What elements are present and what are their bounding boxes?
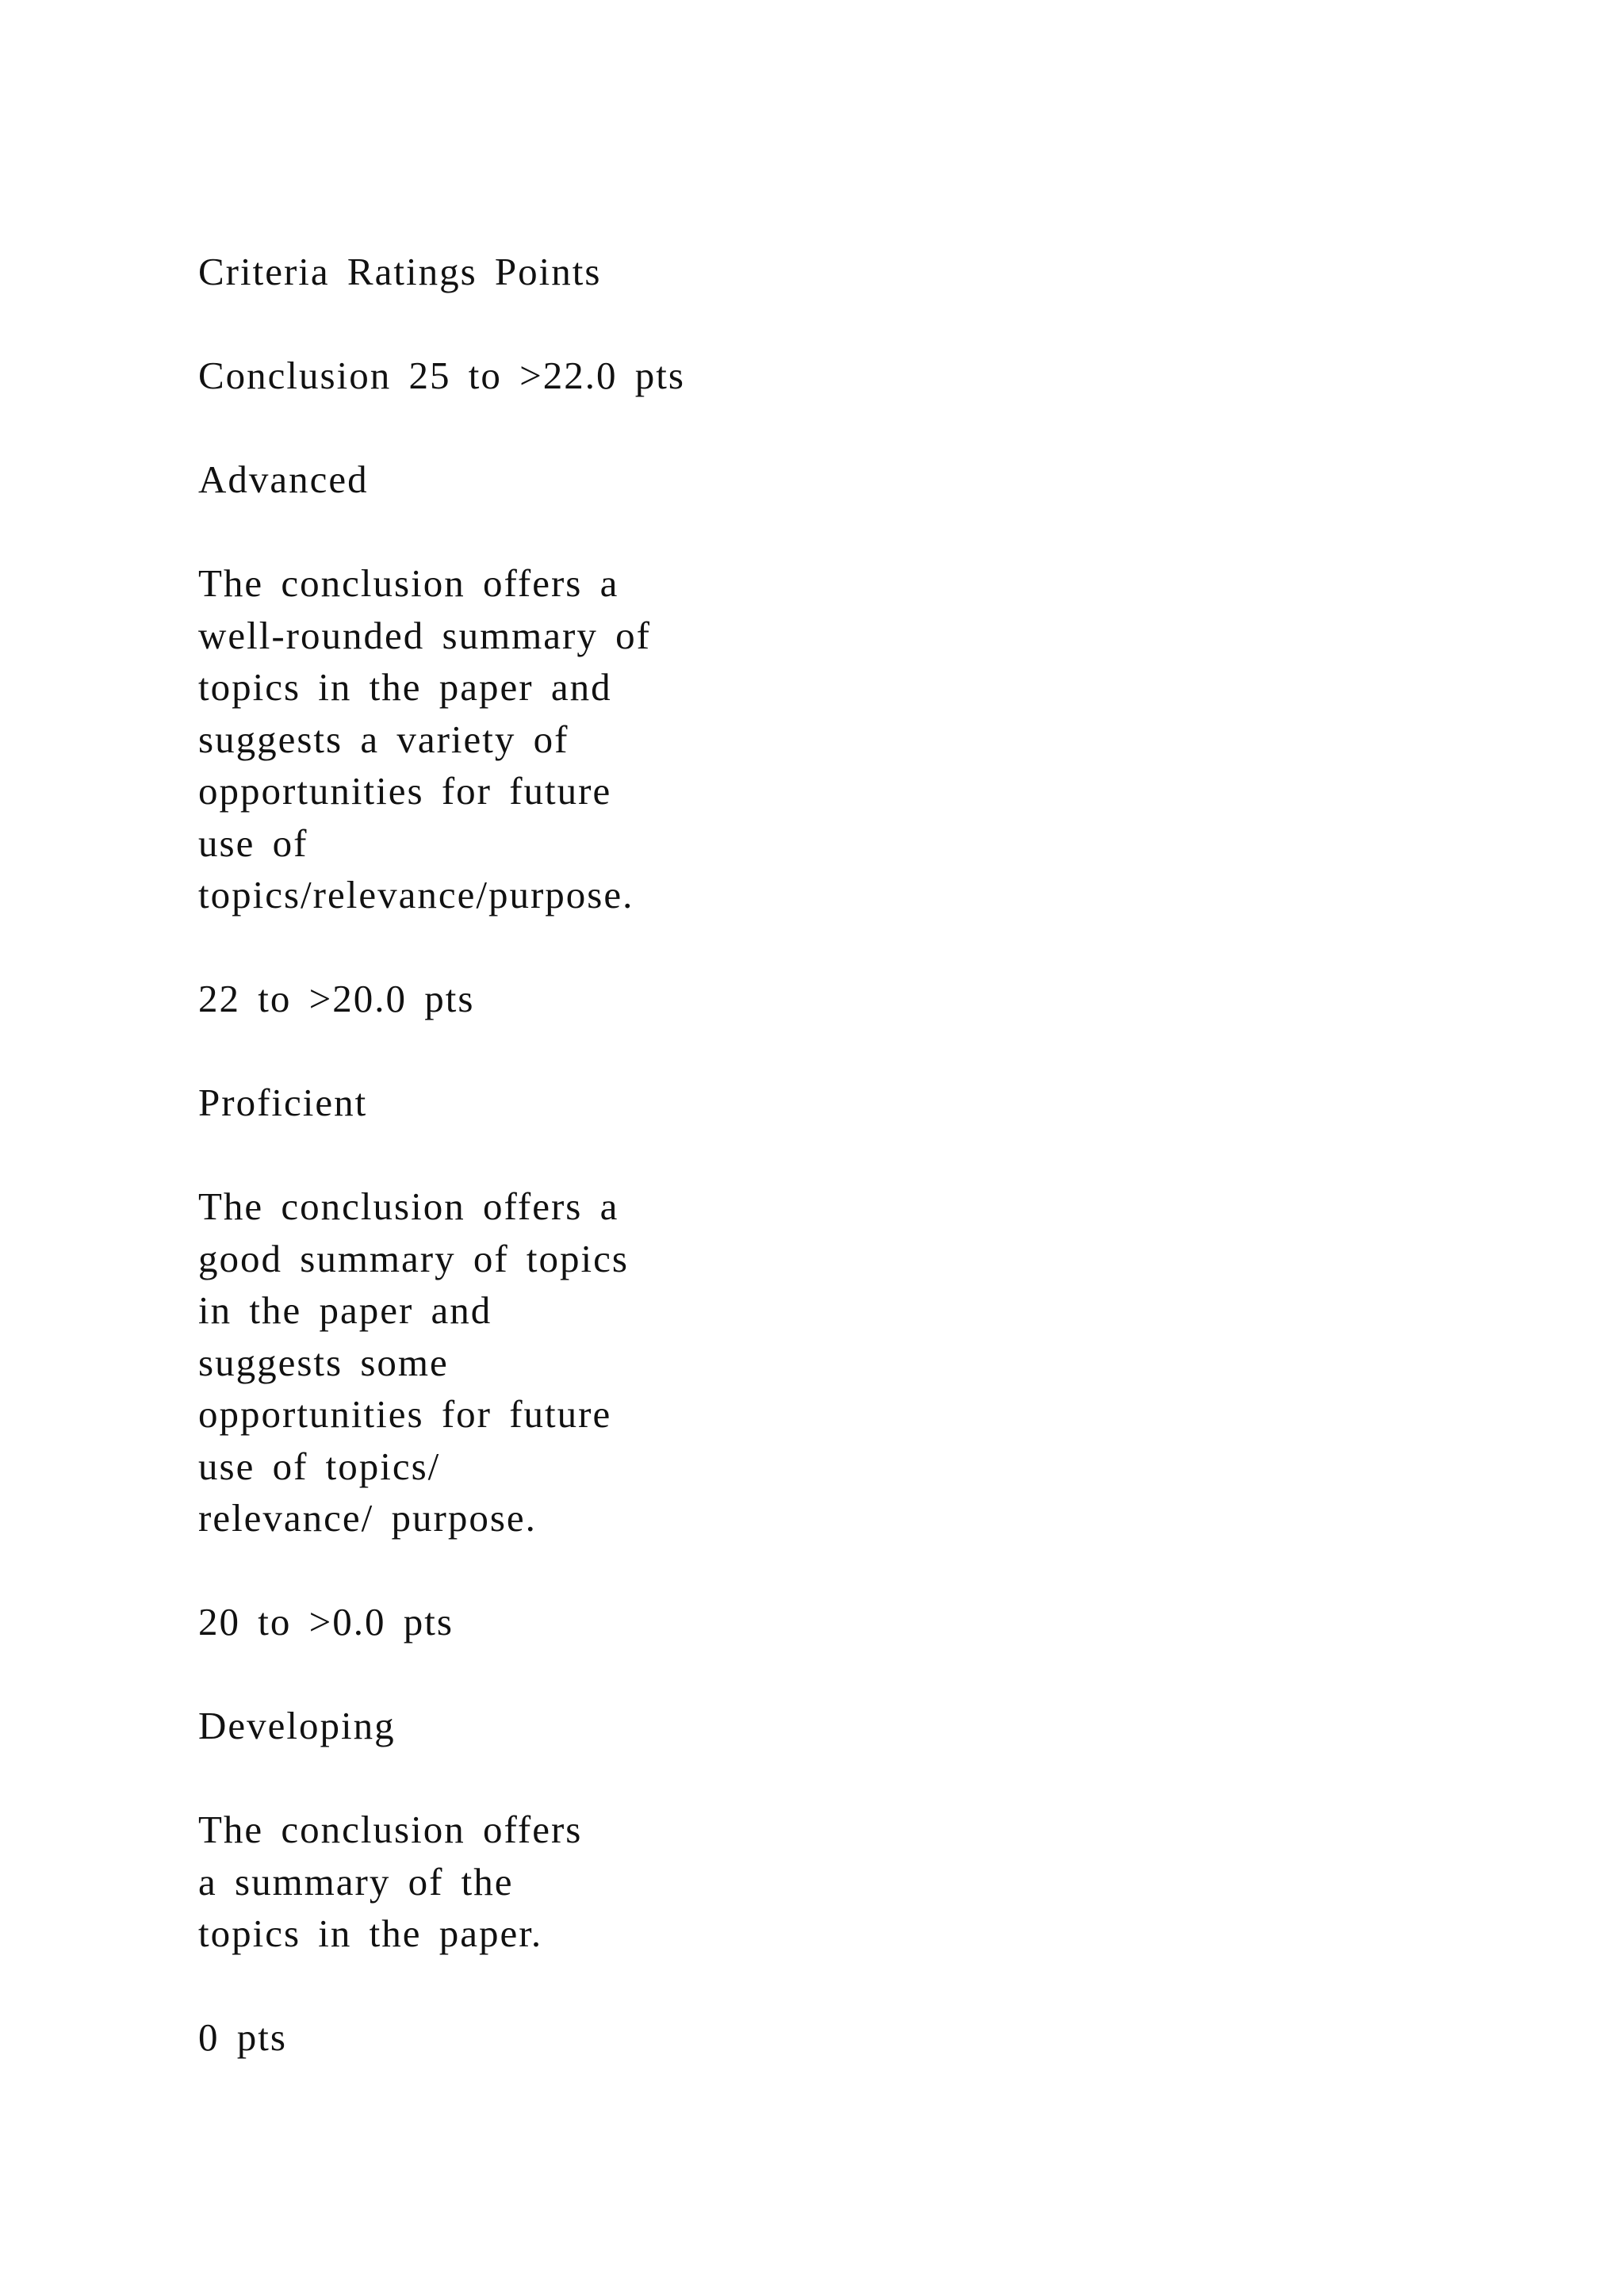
- description-line: opportunities for future: [198, 1392, 612, 1436]
- rating-level-advanced: Advanced: [198, 457, 369, 501]
- description-line: topics in the paper.: [198, 1911, 543, 1955]
- rating-description-advanced: [198, 557, 1467, 921]
- description-line: use of topics/: [198, 1444, 441, 1488]
- rubric-header: Criteria Ratings Points: [198, 250, 602, 293]
- description-line: topics/relevance/purpose.: [198, 873, 634, 916]
- description-line: use of: [198, 821, 308, 865]
- points-range-proficient: 22 to >20.0 pts: [198, 977, 475, 1020]
- description-line: good summary of topics: [198, 1236, 629, 1280]
- description-line: The conclusion offers: [198, 1808, 583, 1851]
- description-line: suggests a variety of: [198, 717, 569, 761]
- rubric-text: [198, 246, 1467, 2115]
- rating-description-proficient: [198, 1181, 1467, 1544]
- description-line: in the paper and: [198, 1288, 492, 1332]
- description-line: opportunities for future: [198, 769, 612, 813]
- rating-description-developing: [198, 1804, 1467, 1960]
- description-line: well-rounded summary of: [198, 613, 651, 657]
- rating-level-developing: Developing: [198, 1704, 396, 1747]
- description-line: relevance/ purpose.: [198, 1496, 537, 1540]
- points-range-no-marks: 0 pts: [198, 2015, 287, 2059]
- description-line: The conclusion offers a: [198, 561, 619, 605]
- description-line: a summary of the: [198, 1859, 514, 1904]
- description-line: suggests some: [198, 1340, 449, 1384]
- rating-level-proficient: Proficient: [198, 1081, 368, 1124]
- criterion-conclusion-points: Conclusion 25 to >22.0 pts: [198, 354, 685, 397]
- points-range-developing: 20 to >0.0 pts: [198, 1600, 454, 1644]
- description-line: topics in the paper and: [198, 665, 612, 709]
- description-line: The conclusion offers a: [198, 1184, 619, 1228]
